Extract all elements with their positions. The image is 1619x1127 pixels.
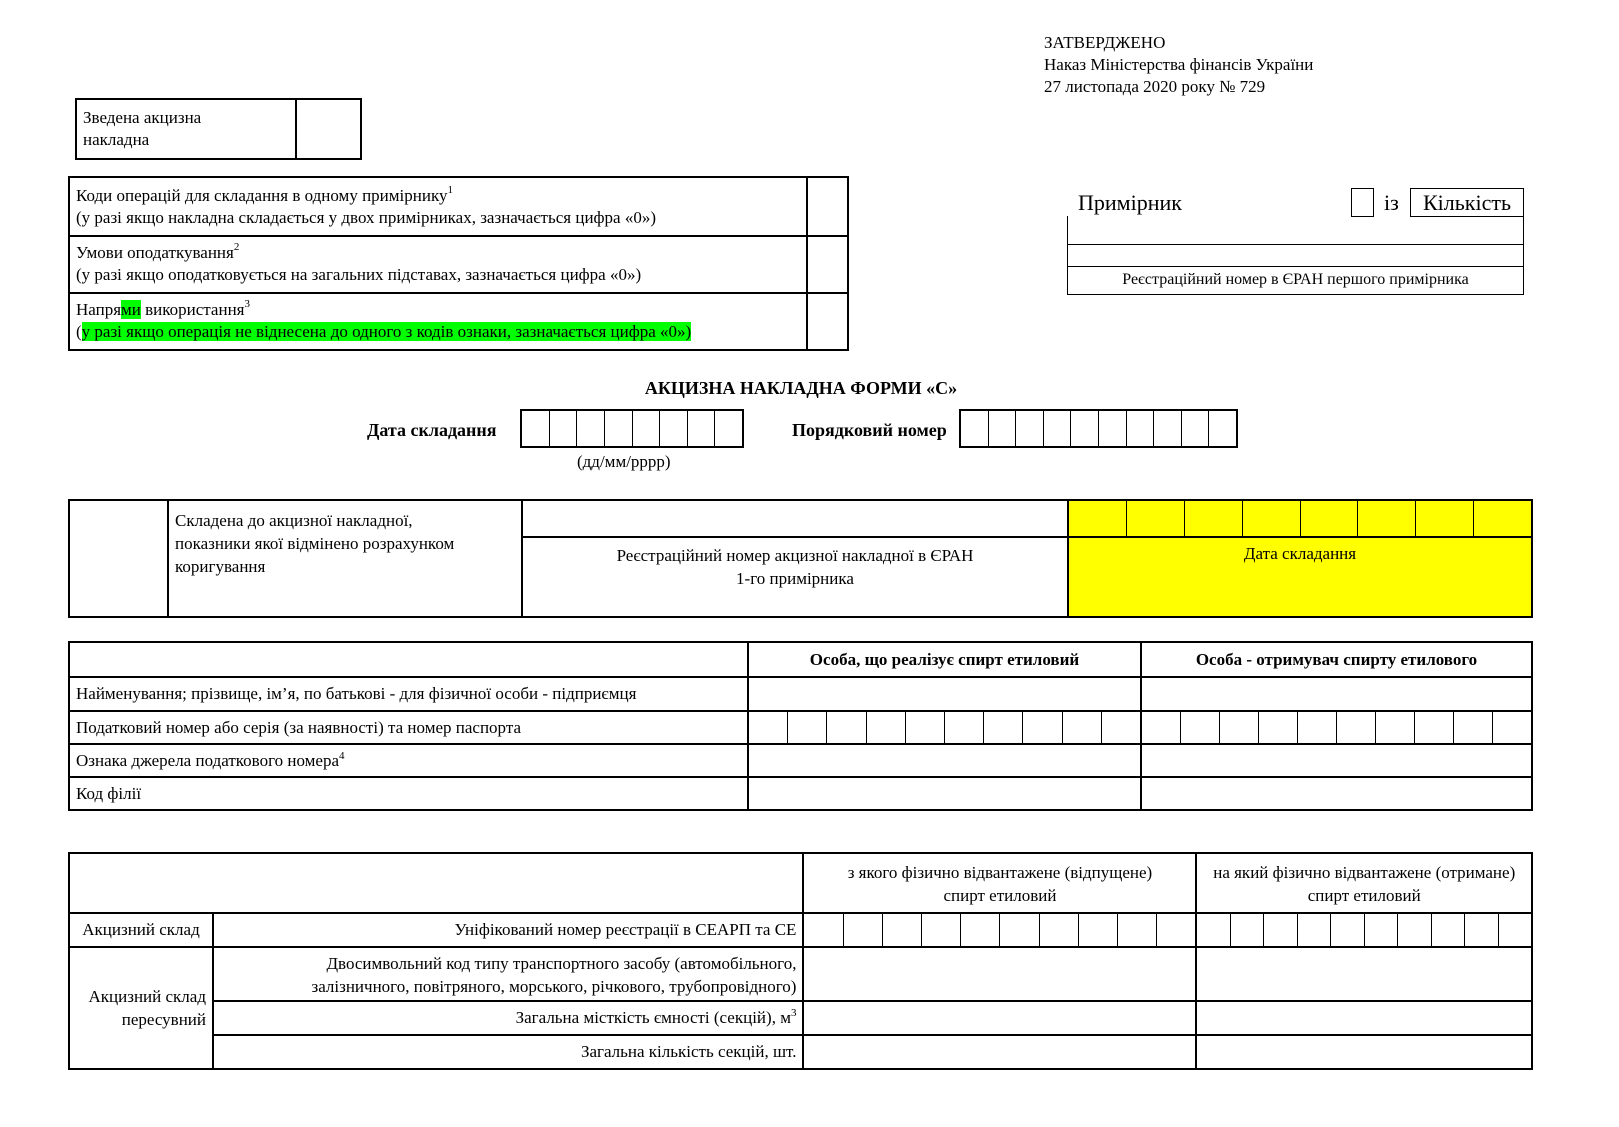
date-hint: (дд/мм/рррр): [577, 452, 671, 471]
approval-line2: 27 листопада 2020 року № 729: [1044, 77, 1266, 96]
correction-reg-input[interactable]: [522, 500, 1068, 537]
to-capacity-input[interactable]: [1196, 1001, 1532, 1035]
seller-branch-input[interactable]: [748, 777, 1141, 810]
correction-date-input[interactable]: [1068, 500, 1532, 537]
buyer-tax-source-input[interactable]: [1141, 744, 1532, 777]
mobile-warehouse-label-1: Акцизний склад: [88, 987, 206, 1006]
codes-table: Коди операцій для складання в одному примірнику$^1$ (у разі якщо накладна складається у двох примірниках, зазначається цифра «0») Умови оподаткування$^2$ (у разі якщо оподатковується на загальних підставах, зазначається цифра «0») Напрями використання$^3$ (у разі якщо операція не віднесена до одного з кодів ознаки, зазначається цифра «0»): [68, 176, 849, 351]
approval-title: ЗАТВЕРДЖЕНО: [1044, 33, 1166, 52]
to-transport-input[interactable]: [1196, 947, 1532, 1001]
correction-date-label: Дата складання: [1243, 544, 1357, 563]
taxation-input[interactable]: [807, 236, 848, 293]
transport-label-1: Двосимвольний код типу транспортного засобу (автомобільного,: [326, 954, 797, 973]
summary-invoice-box: [75, 98, 362, 160]
seller-tax-source-input[interactable]: [748, 744, 1141, 777]
codes-row1-label: Коди операцій для складання в одному примірнику: [76, 186, 448, 205]
copy-of-label: із: [1384, 190, 1399, 215]
approval-block: [1044, 32, 1313, 98]
date-input[interactable]: [520, 409, 744, 448]
unified-number-label: Уніфікований номер реєстрації в СЕАРП та СЕ: [213, 913, 803, 947]
copy-quantity-box[interactable]: Кількість: [1410, 188, 1524, 217]
serial-label: Порядковий номер: [792, 420, 947, 440]
party-row-label: Код філії: [69, 777, 748, 810]
copy-reg-label: Реєстраційний номер в ЄРАН першого примірника: [1122, 271, 1469, 288]
warehouse-table: з якого фізично відвантажене (відпущене) спирт етиловий на який фізично відвантажене (отримане) спирт етиловий Акцизний склад Уніфікований номер реєстрації в СЕАРП та СЕ Акцизний склад пересувний Двосимвольний код типу транспортного засобу (автомобільного, залізничного, повітряного, морського, річкового, трубопровідного) Загальна місткість ємності (секцій), $м^3$ Загальна кількість секцій, шт.: [68, 852, 1533, 1070]
mobile-warehouse-label-2: пересувний: [121, 1010, 206, 1029]
parties-table: Особа, що реалізує спирт етиловий Особа - отримувач спирту етилового Найменування; прізвище, ім’я, по батькові - для фізичної особи - підприємця Податковий номер або серія (за наявності) та номер паспорта Ознака джерела податкового номера$^4$ Код філії: [68, 641, 1533, 811]
party-row-label: Найменування; прізвище, ім’я, по батькові - для фізичної особи - підприємця: [69, 677, 748, 711]
codes-row1-note: (у разі якщо накладна складається у двох примірниках, зазначається цифра «0»): [76, 208, 657, 227]
codes-row2-label: Умови оподаткування: [76, 243, 234, 262]
codes-row2-note: (у разі якщо оподатковується на загальних підставах, зазначається цифра «0»): [76, 265, 642, 284]
correction-reg-label-1: Реєстраційний номер акцизної накладної в ЄРАН: [616, 546, 974, 565]
copy-label: Примірник: [1078, 190, 1182, 215]
approval-line1: Наказ Міністерства фінансів України: [1044, 55, 1314, 74]
from-unified-number-input[interactable]: [803, 913, 1196, 947]
sections-label: Загальна кількість секцій, шт.: [213, 1035, 803, 1069]
copy-reg-input[interactable]: [1068, 216, 1523, 244]
summary-label-1: Зведена акцизна: [83, 108, 202, 127]
from-capacity-input[interactable]: [803, 1001, 1196, 1035]
buyer-tax-number-input[interactable]: [1141, 711, 1532, 744]
page-title: АКЦИЗНА НАКЛАДНА ФОРМИ «С»: [644, 378, 958, 398]
buyer-name-input[interactable]: [1141, 677, 1532, 711]
correction-reg-label-2: 1-го примірника: [736, 569, 854, 588]
from-transport-input[interactable]: [803, 947, 1196, 1001]
buyer-header: Особа - отримувач спирту етилового: [1141, 642, 1532, 677]
wh-from-header-2: спирт етиловий: [943, 886, 1057, 905]
correction-checkbox-cell[interactable]: [69, 500, 168, 617]
buyer-branch-input[interactable]: [1141, 777, 1532, 810]
copy-reg-box: [1067, 216, 1524, 295]
wh-to-header-1: на який фізично відвантажене (отримане): [1213, 863, 1516, 882]
correction-table: [68, 499, 1533, 618]
wh-from-header-1: з якого фізично відвантажене (відпущене): [847, 863, 1153, 882]
seller-name-input[interactable]: [748, 677, 1141, 711]
wh-to-header-2: спирт етиловий: [1307, 886, 1421, 905]
codes-row3-note: у разі якщо операція не віднесена до одного з кодів ознаки, зазначається цифра «0»): [81, 322, 692, 341]
party-row-label: Податковий номер або серія (за наявності) та номер паспорта: [69, 711, 748, 744]
seller-header: Особа, що реалізує спирт етиловий: [748, 642, 1141, 677]
correction-desc-1: Складена до акцизної накладної,: [175, 511, 413, 530]
summary-input-cell[interactable]: [296, 99, 361, 159]
operation-code-input[interactable]: [807, 177, 848, 236]
to-sections-input[interactable]: [1196, 1035, 1532, 1069]
correction-desc-2: показники якої відмінено розрахунком: [175, 534, 455, 553]
party-row-label: Ознака джерела податкового номера: [76, 750, 339, 770]
transport-label-2: залізничного, повітряного, морського, річкового, трубопровідного): [311, 977, 797, 996]
copy-number-input[interactable]: [1351, 188, 1374, 217]
summary-label-2: накладна: [83, 130, 150, 149]
capacity-label: Загальна місткість ємності (секцій), м: [515, 1008, 791, 1027]
correction-desc-3: коригування: [175, 557, 266, 576]
from-sections-input[interactable]: [803, 1035, 1196, 1069]
seller-tax-number-input[interactable]: [748, 711, 1141, 744]
date-label: Дата складання: [367, 420, 497, 440]
usage-direction-input[interactable]: [807, 293, 848, 350]
excise-warehouse-label: Акцизний склад: [69, 913, 213, 947]
serial-number-input[interactable]: [959, 409, 1238, 448]
to-unified-number-input[interactable]: [1196, 913, 1532, 947]
